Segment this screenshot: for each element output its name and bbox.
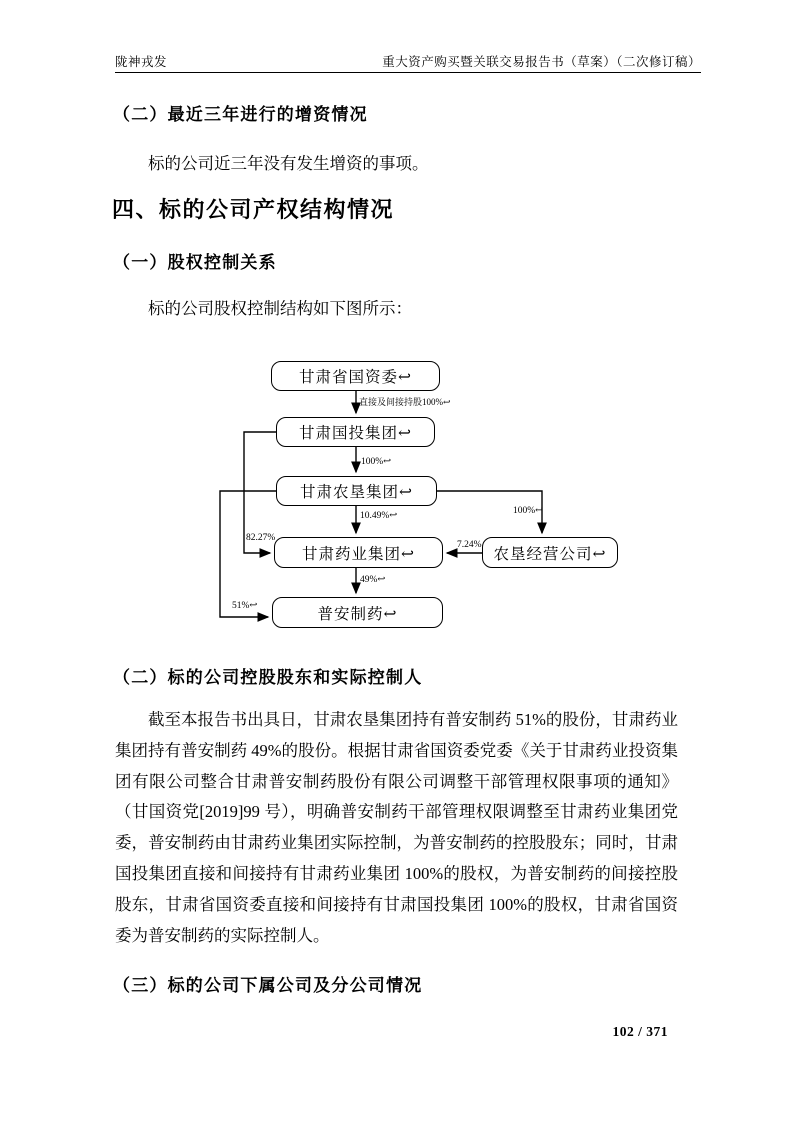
edge-label-100-guotou-nongken: 100%↩ <box>361 457 392 467</box>
footer-page-number: 102 / 371 <box>612 1024 668 1039</box>
paragraph-diagram-intro: 标的公司股权控制结构如下图所示： <box>148 299 412 318</box>
paragraph-no-increase: 标的公司近三年没有发生增资的事项。 <box>148 154 429 173</box>
edge-label-51: 51%↩ <box>232 601 258 611</box>
header-left-text: 陇神戎发 <box>115 55 168 69</box>
heading-controlling-shareholder: （二）标的公司控股股东和实际控制人 <box>113 668 423 687</box>
edge-label-10-49: 10.49%↩ <box>360 511 398 521</box>
equity-structure-chart <box>180 350 650 640</box>
paragraph-controller: 截至本报告书出具日，甘肃农垦集团持有普安制药 51%的股份，甘肃药业集团持有普安制药 49%的股份。根据甘肃省国资委党委《关于甘肃药业投资集团有限公司整合甘肃普安制药股份有限公司调整干部管理权限事项的通知》（甘国资党[2019]99 号），明确普安制药干部管理权限调整至甘肃药业集团党委，普安制药由甘肃药业集团实际控制，为普安制药的控股股东；同时，甘肃国投集团直接和间接持有甘肃药业集团 100%的股权，为普安制药的间接控股股东，甘肃省国资委直接和间接持有甘肃国投集团 100%的股权，甘肃省国资委为普安制药的实际控制人。 <box>115 710 678 945</box>
heading-chapter-4: 四、标的公司产权结构情况 <box>112 197 395 222</box>
edge-label-82-27: 82.27% <box>246 533 276 543</box>
heading-equity-control: （一）股权控制关系 <box>113 253 277 272</box>
org-node-puan-pharma: 普安制药↩ <box>272 597 443 628</box>
heading-capital-increase: （二）最近三年进行的增资情况 <box>113 105 368 124</box>
edge-label-direct-indirect-100: 直接及间接持股100%↩ <box>359 397 451 407</box>
edge-label-49: 49%↩ <box>360 575 386 585</box>
org-node-nongken-jingying: 农垦经营公司↩ <box>482 537 618 568</box>
org-node-gansu-nongken-group: 甘肃农垦集团↩ <box>276 476 437 506</box>
heading-subsidiaries: （三）标的公司下属公司及分公司情况 <box>113 976 423 995</box>
org-node-gansu-guotou-group: 甘肃国投集团↩ <box>276 417 435 447</box>
org-node-gansu-yaoye-group: 甘肃药业集团↩ <box>274 537 443 568</box>
header-rule <box>115 72 701 73</box>
org-node-gansu-sasac: 甘肃省国资委↩ <box>271 361 440 391</box>
edge-label-7-24: 7.24% <box>457 540 482 550</box>
header-right-text: 重大资产购买暨关联交易报告书（草案）（二次修订稿） <box>382 55 701 69</box>
edge-label-100-nongken-nkjy: 100%↩ <box>513 506 544 516</box>
